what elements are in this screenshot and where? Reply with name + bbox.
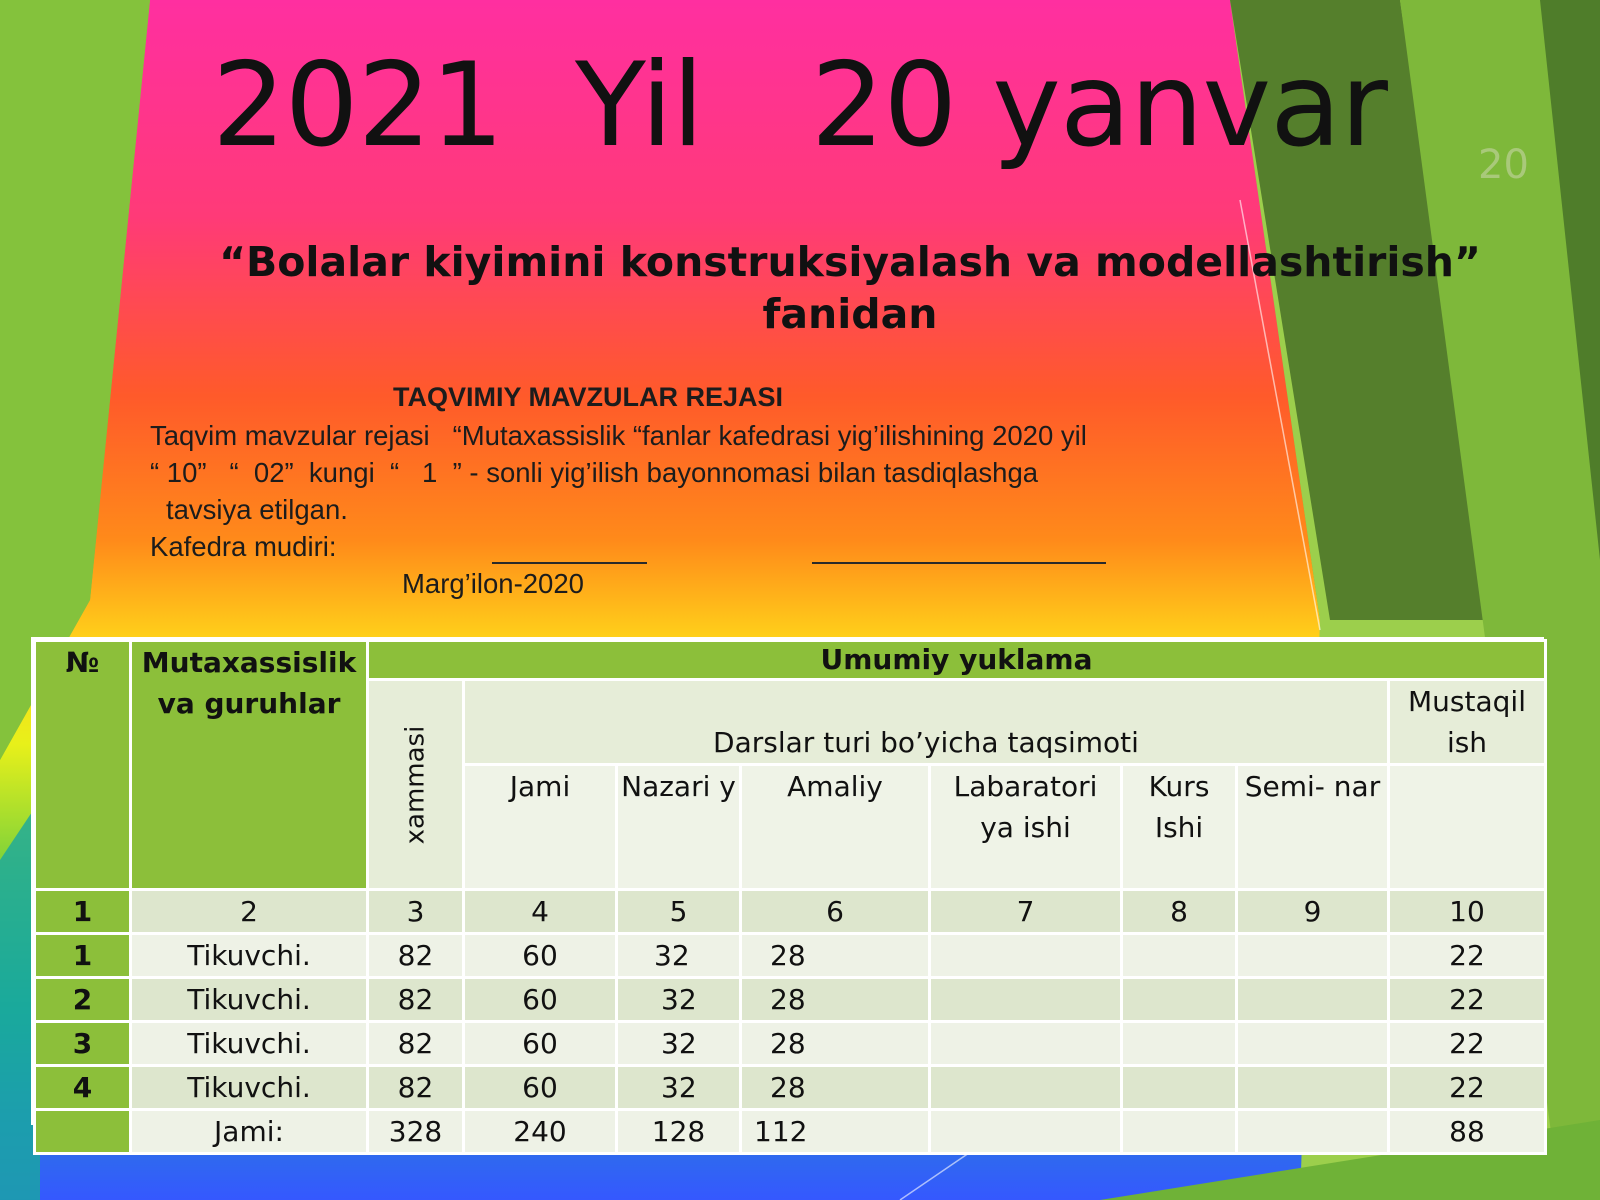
row-number: 2 xyxy=(35,978,131,1022)
row-nazariy: 32 xyxy=(617,934,741,978)
row-lab xyxy=(930,1066,1122,1110)
column-number: 9 xyxy=(1237,890,1389,934)
header-nazariy: Nazari y xyxy=(617,765,741,890)
row-mustaqil: 22 xyxy=(1389,934,1546,978)
row-name: Tikuvchi. xyxy=(131,1066,368,1110)
totals-nazariy: 128 xyxy=(617,1110,741,1154)
totals-jami: 240 xyxy=(464,1110,617,1154)
header-specialty: Mutaxassislik va guruhlar xyxy=(131,641,368,890)
totals-kurs xyxy=(1122,1110,1237,1154)
subject-title-line-2: fanidan xyxy=(762,290,938,338)
plan-text-line-1: Taqvim mavzular rejasi “Mutaxassislik “fanlar kafedrasi yig’ilishining 2020 yil xyxy=(150,420,1087,451)
row-jami: 60 xyxy=(464,934,617,978)
plan-text-line-2: “ 10” “ 02” kungi “ 1 ” - sonli yig’ilish bayonnomasi bilan tasdiqlashga xyxy=(150,457,1039,488)
header-total-cell xyxy=(368,680,464,890)
row-number: 1 xyxy=(35,934,131,978)
row-seminar xyxy=(1237,934,1389,978)
header-laboratory: Labaratori ya ishi xyxy=(930,765,1122,890)
subject-title-line-1: “Bolalar kiyimini konstruksiyalash va modellashtirish” xyxy=(219,238,1481,286)
totals-amaliy: 112 xyxy=(741,1110,930,1154)
row-amaliy: 28 xyxy=(741,978,930,1022)
header-seminar: Semi- nar xyxy=(1237,765,1389,890)
row-jami: 60 xyxy=(464,1066,617,1110)
table-row xyxy=(35,1022,1546,1066)
row-total: 82 xyxy=(368,934,464,978)
signature-line xyxy=(492,562,647,564)
row-name: Tikuvchi. xyxy=(131,934,368,978)
header-independent-blank xyxy=(1389,765,1546,890)
row-name: Tikuvchi. xyxy=(131,1022,368,1066)
row-mustaqil: 22 xyxy=(1389,1066,1546,1110)
totals-mustaqil: 88 xyxy=(1389,1110,1546,1154)
row-amaliy: 28 xyxy=(741,934,930,978)
column-number: 8 xyxy=(1122,890,1237,934)
row-nazariy: 32 xyxy=(617,978,741,1022)
totals-lab xyxy=(930,1110,1122,1154)
column-number: 3 xyxy=(368,890,464,934)
row-total: 82 xyxy=(368,978,464,1022)
row-number: 4 xyxy=(35,1066,131,1110)
header-distribution: Darslar turi bo’yicha taqsimoti xyxy=(464,680,1389,765)
row-kurs xyxy=(1122,1022,1237,1066)
row-amaliy: 28 xyxy=(741,1022,930,1066)
column-number: 6 xyxy=(741,890,930,934)
column-number: 7 xyxy=(930,890,1122,934)
row-mustaqil: 22 xyxy=(1389,1022,1546,1066)
header-independent-work: Mustaqil ish xyxy=(1389,680,1546,765)
head-of-department-label: Kafedra mudiri: xyxy=(150,531,337,562)
totals-label: Jami: xyxy=(131,1110,368,1154)
header-number: № xyxy=(35,641,131,890)
table-row xyxy=(35,978,1546,1022)
row-lab xyxy=(930,1022,1122,1066)
row-kurs xyxy=(1122,978,1237,1022)
header-amaliy: Amaliy xyxy=(741,765,930,890)
load-table xyxy=(31,637,1544,1148)
column-number: 10 xyxy=(1389,890,1546,934)
table-row xyxy=(35,1066,1546,1110)
row-lab xyxy=(930,978,1122,1022)
row-nazariy: 32 xyxy=(617,1066,741,1110)
plan-text-line-3: tavsiya etilgan. xyxy=(166,494,348,525)
row-kurs xyxy=(1122,934,1237,978)
row-jami: 60 xyxy=(464,1022,617,1066)
column-number: 5 xyxy=(617,890,741,934)
column-number-row xyxy=(35,890,1546,934)
row-lab xyxy=(930,934,1122,978)
row-total: 82 xyxy=(368,1022,464,1066)
totals-row xyxy=(35,1110,1546,1154)
name-line xyxy=(812,562,1106,564)
totals-number xyxy=(35,1110,131,1154)
row-mustaqil: 22 xyxy=(1389,978,1546,1022)
row-kurs xyxy=(1122,1066,1237,1110)
table-row xyxy=(35,934,1546,978)
column-number: 2 xyxy=(131,890,368,934)
totals-seminar xyxy=(1237,1110,1389,1154)
row-seminar xyxy=(1237,1066,1389,1110)
row-number: 3 xyxy=(35,1022,131,1066)
column-number: 4 xyxy=(464,890,617,934)
row-amaliy: 28 xyxy=(741,1066,930,1110)
header-jami: Jami xyxy=(464,765,617,890)
totals-total: 328 xyxy=(368,1110,464,1154)
header-general-load: Umumiy yuklama xyxy=(368,641,1546,680)
header-total-vertical: xammasi xyxy=(400,725,430,844)
place-and-year: Marg’ilon-2020 xyxy=(402,568,584,599)
row-jami: 60 xyxy=(464,978,617,1022)
header-course-work: Kurs Ishi xyxy=(1122,765,1237,890)
row-total: 82 xyxy=(368,1066,464,1110)
row-name: Tikuvchi. xyxy=(131,978,368,1022)
column-number: 1 xyxy=(35,890,131,934)
slide-number: 20 xyxy=(1478,142,1529,188)
slide-title: 2021 Yil 20 yanvar xyxy=(212,38,1387,173)
row-seminar xyxy=(1237,978,1389,1022)
row-seminar xyxy=(1237,1022,1389,1066)
plan-heading: TAQVIMIY MAVZULAR REJASI xyxy=(393,382,784,412)
row-nazariy: 32 xyxy=(617,1022,741,1066)
